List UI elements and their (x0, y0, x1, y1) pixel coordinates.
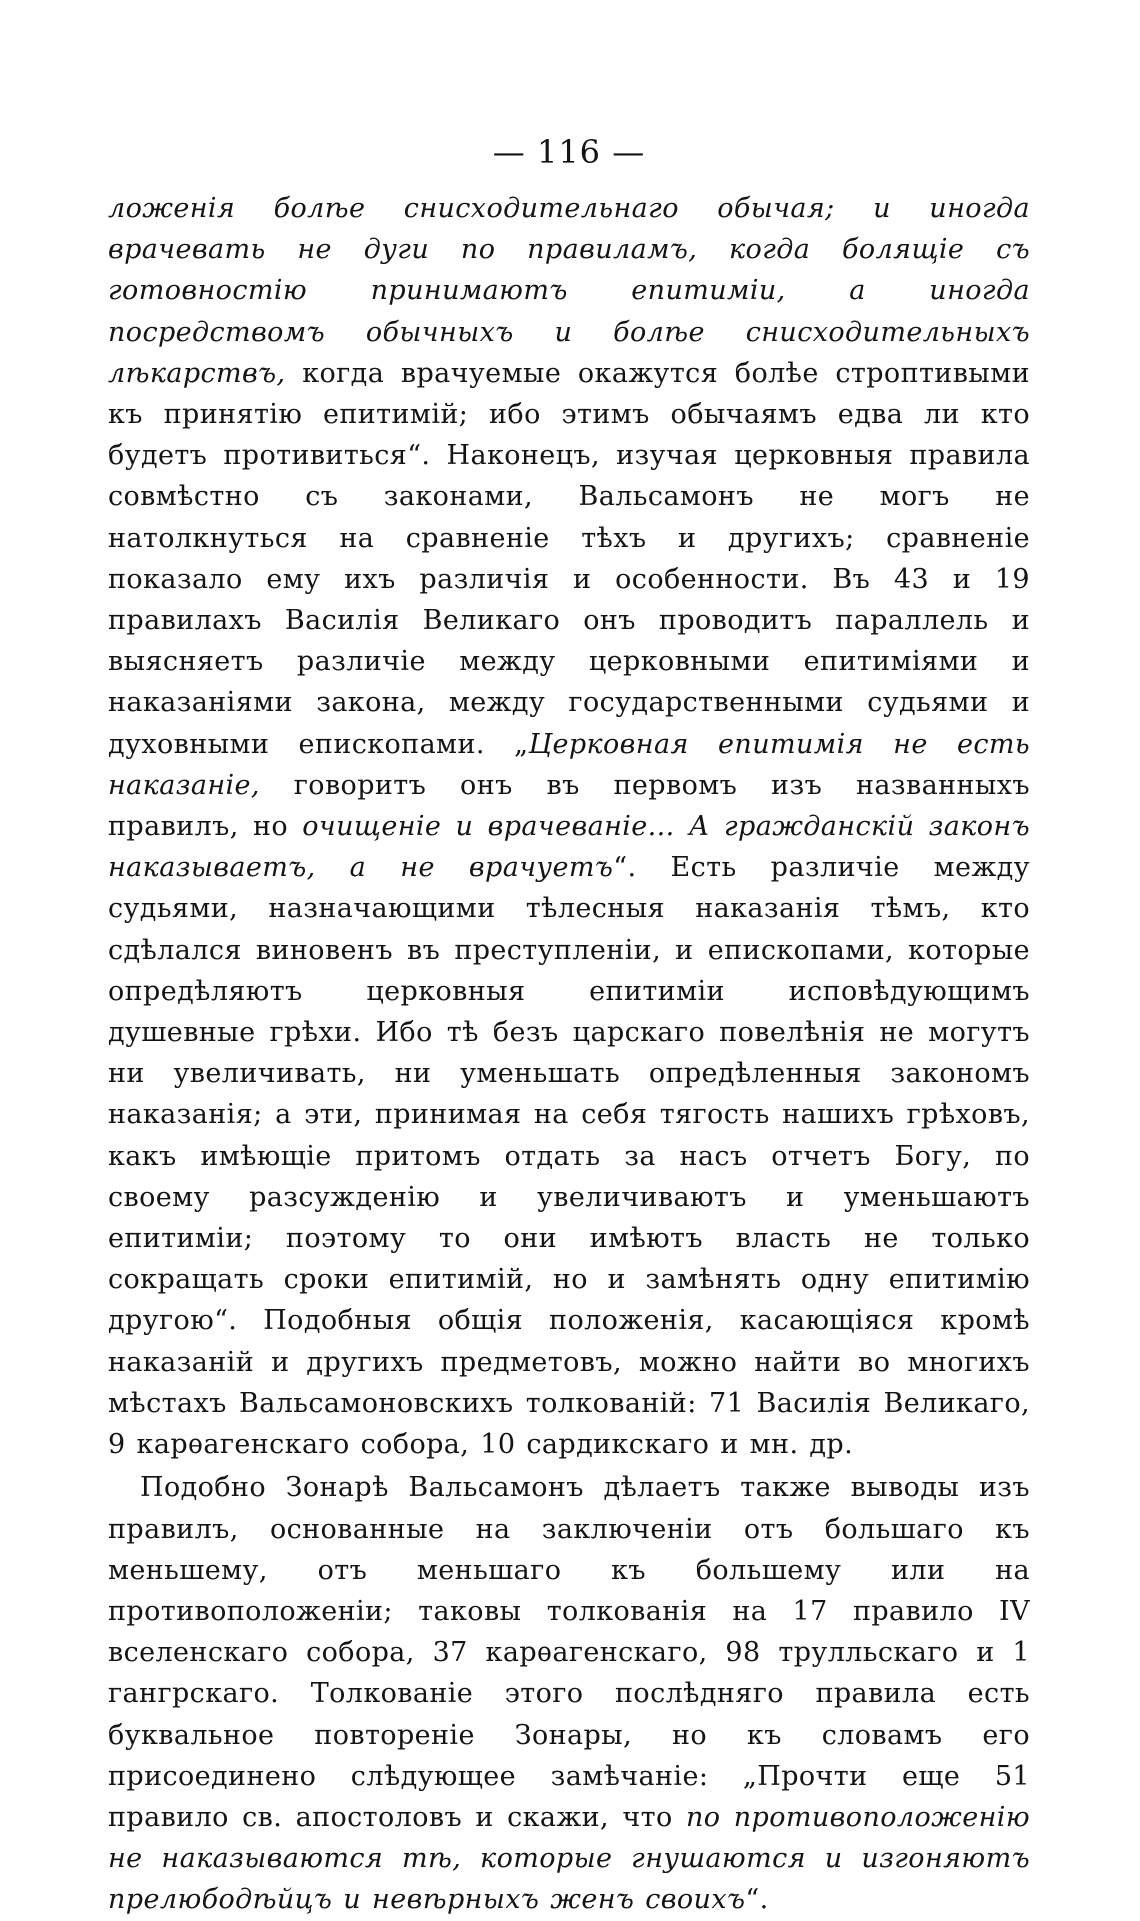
text-regular: говоритъ онъ въ первомъ изъ названныхъ правилъ, но (108, 769, 1030, 843)
page-number: — 116 — (492, 133, 646, 171)
text-italic: очищеніе и врачеваніе... А гражданскій законъ наказываетъ, а не врачуетъ (108, 811, 1030, 884)
paragraph-2 (108, 1467, 1030, 1920)
text-regular: “. (745, 1884, 769, 1916)
text-regular: когда врачуемые окажутся болѣе строптивыми къ принятію епитимій; ибо этимъ обычаямъ едва ли кто будетъ противиться“. Наконецъ, изучая церковныя правила совмѣстно съ законами, Вальсамонъ не могъ не натолкнуться на сравненіе тѣхъ и другихъ; сравненіе показало ему ихъ различія и особенности. Въ 43 и 19 правилахъ Василія Великаго онъ проводитъ параллель и выясняетъ различіе между церковными епитиміями и наказаніями закона, между государственными судьями и духовными епископами. „ (108, 357, 1030, 760)
text-italic: по противоположенію не наказываются тѣ, которые гнушаются и изгоняютъ прелюбодѣйцъ и невѣрныхъ женъ своихъ (108, 1801, 1031, 1916)
text-regular: Подобно Зонарѣ Вальсамонъ дѣлаетъ также выводы изъ правилъ, основанные на заключеніи отъ большаго къ меньшему, отъ меньшаго къ большему или на противоположеніи; таковы толкованія на 17 правило IV вселенскаго собора, 37 карѳагенскаго, 98 трулльскаго и 1 гангрскаго. Толкованіе этого послѣдняго правила есть буквальное повтореніе Зонары, но къ словамъ его присоединено слѣдующее замѣчаніе: „Прочти еще 51 правило св. апостоловъ и скажи, что (108, 1472, 1030, 1833)
text-italic: ложенія болѣе снисходительнаго обычая; и иногда врачевать не дуги по правиламъ, когда болящіе съ готовностію принимаютъ епитиміи, а иногда посредствомъ обычныхъ и болѣе снисходительныхъ лѣкарствъ, (108, 193, 1030, 389)
text-italic: Церковная епитимія не есть наказаніе, (108, 728, 1030, 801)
paragraph-1 (108, 188, 1030, 1465)
text-regular: “. Есть различіе между судьями, назначающими тѣлесныя наказанія тѣмъ, кто сдѣлался виновенъ въ преступленіи, и епископами, которые опредѣляютъ церковныя епитиміи исповѣдующимъ душевные грѣхи. Ибо тѣ безъ царскаго повелѣнія не могутъ ни увеличивать, ни уменьшать опредѣленныя закономъ наказанія; а эти, принимая на себя тягость нашихъ грѣховъ, какъ имѣющіе притомъ отдать за насъ отчетъ Богу, по своему разсужденію и увеличиваютъ и уменьшаютъ епитиміи; поэтому то они имѣютъ власть не только сокращать сроки епитимій, но и замѣнять одну епитимію другою“. Подобныя общія положенія, касающіяся кромѣ наказаній и другихъ предметовъ, можно найти во многихъ мѣстахъ Вальсамоновскихъ толкованій: 71 Василія Великаго, 9 карѳагенскаго собора, 10 сардикскаго и мн. др. (108, 852, 1030, 1461)
